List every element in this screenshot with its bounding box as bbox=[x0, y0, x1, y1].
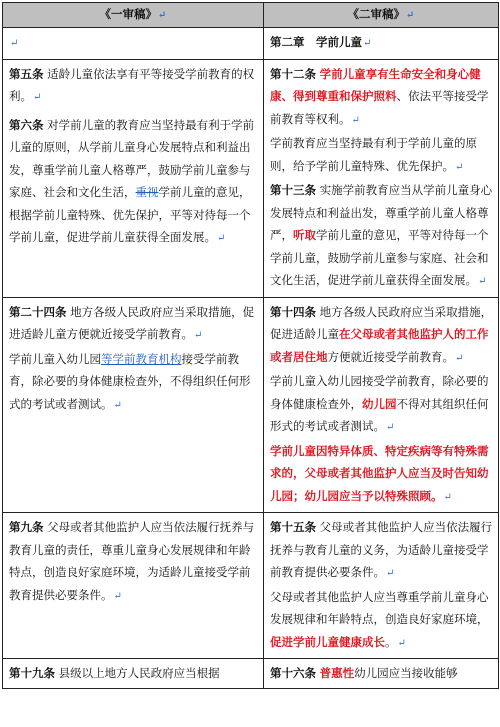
header-row bbox=[3, 3, 499, 28]
article-row-access bbox=[3, 297, 499, 513]
revised-text: 普惠性 bbox=[319, 666, 355, 680]
right-article-12: 第十二条 学前儿童享有生命安全和身心健康、得到尊重和保护照料、依法平等接受学前教育等权利。↵ bbox=[270, 66, 489, 126]
chapter-left-cell: ↵ bbox=[3, 28, 264, 60]
header-second-draft: 《二审稿》↵ bbox=[264, 3, 499, 28]
left-article-24-para2: 学前儿童入幼儿园等学前教育机构接受学前教育，除必要的身体健康检查外，不得组织任何形式的考试或者测试。↵ bbox=[9, 351, 251, 411]
right-article-14-para3: 学前儿童因特异体质、特定疾病等有特殊需求的，父母或者其他监护人应当及时告知幼儿园；幼儿园应当予以特殊照顾。↵ bbox=[270, 443, 489, 503]
right-cell-parents bbox=[264, 513, 499, 659]
right-article-16: 第十六条 普惠性幼儿园应当接收能够 bbox=[270, 666, 458, 680]
deleted-text: 重视 bbox=[135, 185, 159, 199]
left-article-19: 第十九条 县级以上地方人民政府应当根据 bbox=[9, 666, 220, 680]
left-article-9: 第九条 父母或者其他监护人应当依法履行抚养与教育儿童的责任，尊重儿童身心发展规律和年龄特点，创造良好家庭环境，为适龄儿童接受学前教育提供必要条件。↵ bbox=[9, 520, 255, 602]
left-cell-partial bbox=[3, 659, 264, 689]
revised-text: 听取 bbox=[293, 228, 316, 242]
chapter-right-cell: 第二章 学前儿童↵ bbox=[264, 28, 499, 60]
header-first-draft: 《一审稿》↵ bbox=[3, 3, 264, 28]
article-row-partial bbox=[3, 659, 499, 689]
left-cell-rights bbox=[3, 59, 264, 297]
revised-text: 促进学前儿童健康成长 bbox=[270, 634, 385, 649]
right-article-14-para2: 学前儿童入幼儿园接受学前教育，除必要的身体健康检查外，幼儿园不得对其组织任何形式的考试或者测试。↵ bbox=[270, 374, 489, 433]
revised-text: 幼儿园 bbox=[362, 396, 397, 411]
article-row-rights bbox=[3, 59, 499, 297]
revised-text: 在父母或者其他监护人的工作或者居住地 bbox=[270, 327, 489, 364]
right-cell-partial bbox=[264, 659, 499, 689]
article-row-parents bbox=[3, 513, 499, 659]
right-cell-access bbox=[264, 297, 499, 513]
right-article-15: 第十五条 父母或者其他监护人应当依法履行抚养与教育儿童的义务，为适龄儿童接受学前教育提供必要条件。↵ bbox=[270, 520, 493, 579]
chapter-row bbox=[3, 28, 499, 60]
right-article-14: 第十四条 地方各级人民政府应当采取措施，促进适龄儿童在父母或者其他监护人的工作或者居住地方便就近接受学前教育。↵ bbox=[270, 304, 493, 364]
right-article-15-para2: 父母或者其他监护人应当尊重学前儿童身心发展规律和年龄特点，创造良好家庭环境，促进学前儿童健康成长。↵ bbox=[270, 589, 489, 649]
right-article-12-para2: 学前教育应当坚持最有利于学前儿童的原则，给予学前儿童特殊、优先保护。↵ bbox=[270, 136, 477, 173]
left-article-5: 第五条 适龄儿童依法享有平等接受学前教育的权利。↵ bbox=[9, 66, 255, 103]
comparison-table bbox=[2, 2, 499, 689]
left-cell-access bbox=[3, 297, 264, 513]
right-article-13: 第十三条 实施学前教育应当从学前儿童身心发展特点和利益出发，尊重学前儿童人格尊严，听取学前儿童的意见，平等对待每一个学前儿童，鼓励学前儿童参与家庭、社会和文化生活，促进学前儿童获得全面发展。↵ bbox=[270, 183, 493, 287]
chapter-title: 第二章 学前儿童 bbox=[270, 35, 362, 49]
left-article-6: 第六条 对学前儿童的教育应当坚持最有利于学前儿童的原则，从学前儿童身心发展特点和利益出发，尊重学前儿童人格尊严，鼓励学前儿童参与家庭、社会和文化生活，重视学前儿童的意见，根据学前儿童特殊、优先保护，平等对待每一个学前儿童，促进学前儿童获得全面发展。↵ bbox=[9, 117, 255, 244]
revised-text: 学前儿童因特异体质、特定疾病等有特殊需求的，父母或者其他监护人应当及时告知幼儿园；幼儿园应当予以特殊照顾。 bbox=[270, 443, 489, 503]
right-cell-rights bbox=[264, 59, 499, 297]
inserted-text: 等学前教育机构 bbox=[101, 351, 182, 366]
left-cell-parents bbox=[3, 513, 264, 659]
revised-text: 学前儿童享有生命安全和身心健康、得到尊重和保护照料 bbox=[270, 66, 481, 103]
left-article-24: 第二十四条 地方各级人民政府应当采取措施，促进适龄儿童方便就近接受学前教育。↵ bbox=[9, 304, 255, 341]
